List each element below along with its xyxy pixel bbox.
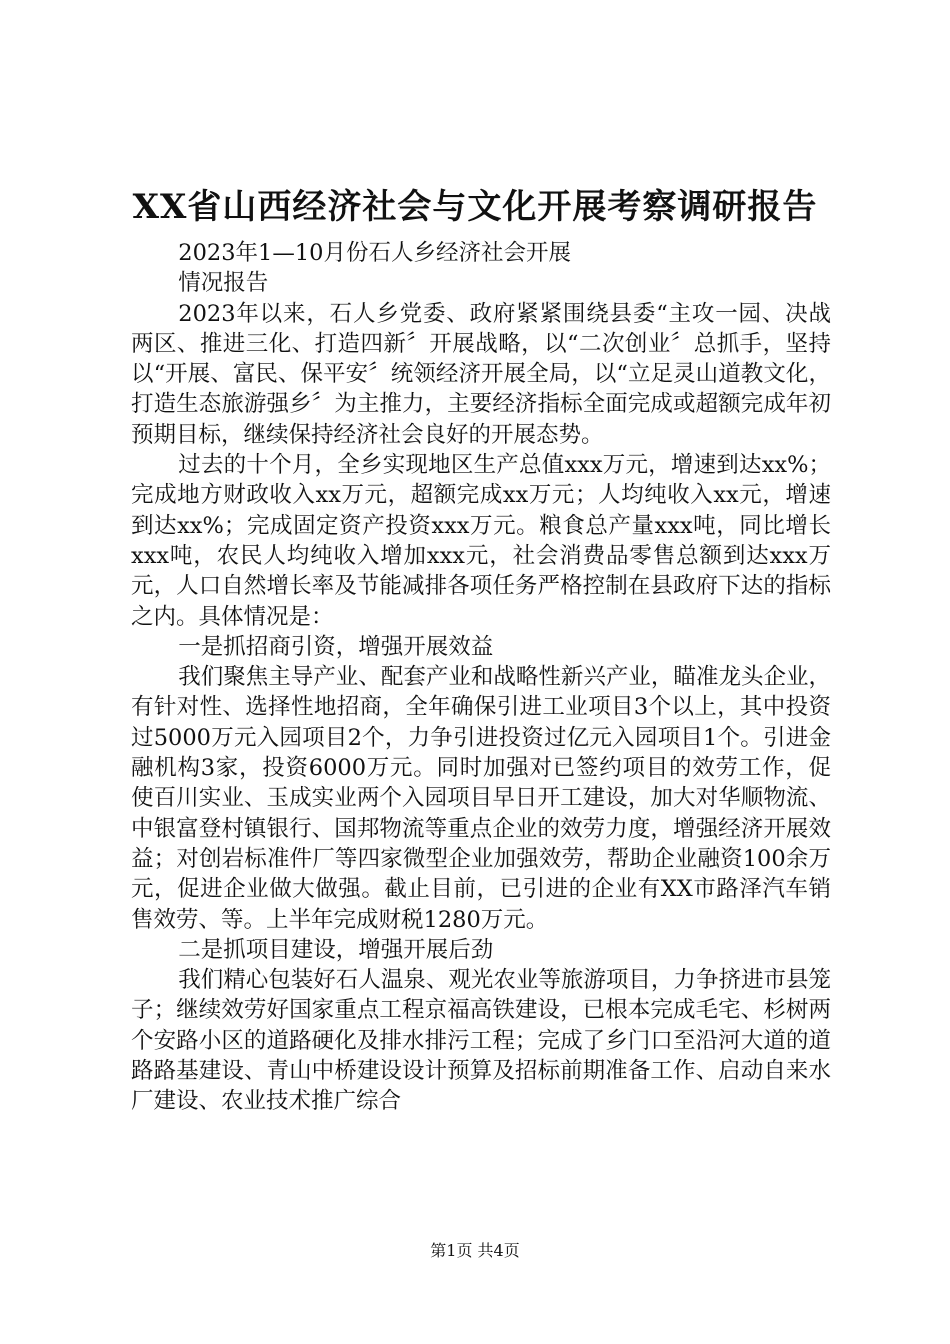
paragraph-intro: 2023年以来，石人乡党委、政府紧紧围绕县委“主攻一园、决战两区、推进三化、打造四新〞开展战略，以“二次创业〞总抓手，坚持以“开展、富民、保平安〞统领经济开展全局，以“立足灵山道教文化，打造生态旅游强乡〞为主推力，主要经济指标全面完成或超额完成年初预期目标，继续保持经济社会良好的开展态势。: [131, 300, 831, 448]
document-body: [131, 238, 831, 1117]
document-title: XX省山西经济社会与文化开展考察调研报告: [132, 187, 818, 227]
paragraph-overview: 过去的十个月，全乡实现地区生产总值xxx万元，增速到达xx%；完成地方财政收入xx万元，超额完成xx万元；人均纯收入xx元，增速到达xx%；完成固定资产投资xxx万元。粮食总产量xxx吨，同比增长xxx吨，农民人均纯收入增加xxx元，社会消费品零售总额到达xxx万元，人口自然增长率及节能减排各项任务严格控制在县政府下达的指标之内。具体情况是：: [131, 452, 831, 630]
paragraph-subtitle-line2: 情况报告: [178, 270, 269, 297]
paragraph-projects: 我们精心包装好石人温泉、观光农业等旅游项目，力争挤进市县笼子；继续效劳好国家重点工程京福高铁建设，已根本完成毛宅、杉树两个安路小区的道路硬化及排水排污工程；完成了乡门口至沿河大道的道路路基建设、青山中桥建设设计预算及招标前期准备工作、启动自来水厂建设、农业技术推广综合: [131, 967, 831, 1115]
paragraph-investment: 我们聚焦主导产业、配套产业和战略性新兴产业，瞄准龙头企业，有针对性、选择性地招商，全年确保引进工业项目3个以上，其中投资过5000万元入园项目2个，力争引进投资过亿元入园项目1个。引进金融机构3家，投资6000万元。同时加强对已签约项目的效劳工作，促使百川实业、玉成实业两个入园项目早日开工建设，加大对华顺物流、中银富登村镇银行、国邦物流等重点企业的效劳力度，增强经济开展效益；对创岩标准件厂等四家微型企业加强效劳，帮助企业融资100余万元，促进企业做大做强。截止目前，已引进的企业有XX市路泽汽车销售效劳、等。上半年完成财税1280万元。: [131, 664, 831, 933]
paragraph-subtitle-line1: 2023年1—10月份石人乡经济社会开展: [178, 240, 571, 266]
section-heading-investment: 一是抓招商引资，增强开展效益: [178, 633, 494, 660]
page-footer: 第1页 共4页: [430, 1241, 520, 1260]
section-heading-projects: 二是抓项目建设，增强开展后劲: [178, 936, 494, 963]
